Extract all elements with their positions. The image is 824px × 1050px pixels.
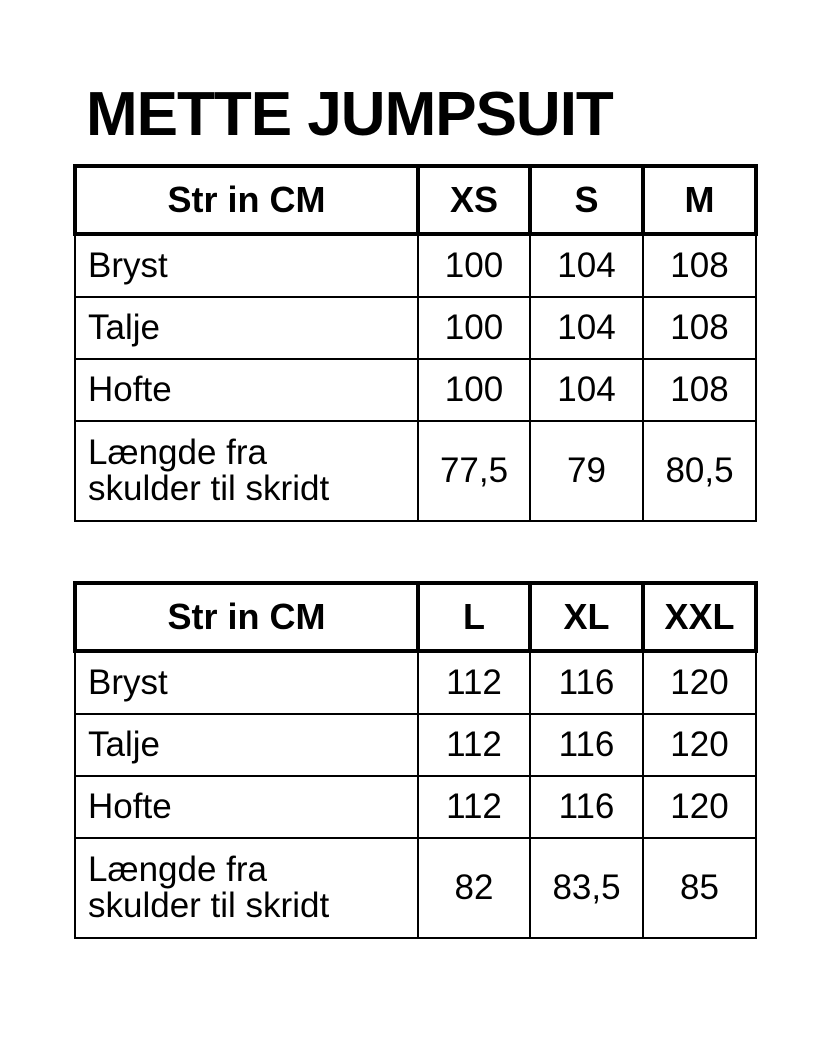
table-cell: 120 [643, 776, 756, 838]
header-cell-size: L [418, 583, 530, 651]
table-cell: 116 [530, 714, 643, 776]
table-row [75, 421, 756, 521]
row-label: Bryst [75, 651, 418, 714]
row-label-line: skulder til skridt [88, 469, 330, 508]
table-cell: 112 [418, 651, 530, 714]
table-cell: 112 [418, 714, 530, 776]
row-label: Hofte [75, 359, 418, 421]
table-row [75, 714, 756, 776]
table-row [75, 838, 756, 938]
page-title: METTE JUMPSUIT [86, 80, 613, 149]
size-table-1 [73, 164, 758, 522]
table-row [75, 776, 756, 838]
row-label: Talje [75, 714, 418, 776]
row-label-line: Længde fra [88, 850, 268, 889]
row-label: Bryst [75, 234, 418, 297]
row-label: Hofte [75, 776, 418, 838]
header-cell-size: XL [530, 583, 643, 651]
header-cell-size: S [530, 166, 643, 234]
table-row [75, 651, 756, 714]
table-cell: 83,5 [530, 838, 643, 938]
table-cell: 112 [418, 776, 530, 838]
table-cell: 79 [530, 421, 643, 521]
table-cell: 77,5 [418, 421, 530, 521]
table-cell: 108 [643, 297, 756, 359]
table-cell: 100 [418, 359, 530, 421]
header-cell-label: Str in CM [75, 166, 418, 234]
table-cell: 120 [643, 714, 756, 776]
table-cell: 116 [530, 776, 643, 838]
row-label [75, 421, 418, 521]
table-row [75, 297, 756, 359]
size-table-2 [73, 581, 758, 939]
row-label-line: Længde fra [88, 433, 268, 472]
row-label: Talje [75, 297, 418, 359]
row-label [75, 838, 418, 938]
table-cell: 104 [530, 297, 643, 359]
table-cell: 104 [530, 234, 643, 297]
table-cell: 108 [643, 234, 756, 297]
table-header-row [75, 166, 756, 234]
header-cell-size: XXL [643, 583, 756, 651]
table-row [75, 234, 756, 297]
header-cell-label: Str in CM [75, 583, 418, 651]
table-cell: 104 [530, 359, 643, 421]
table-cell: 120 [643, 651, 756, 714]
table-row [75, 359, 756, 421]
table-cell: 82 [418, 838, 530, 938]
table-cell: 116 [530, 651, 643, 714]
header-cell-size: M [643, 166, 756, 234]
header-cell-size: XS [418, 166, 530, 234]
table-header-row [75, 583, 756, 651]
table-cell: 80,5 [643, 421, 756, 521]
table-cell: 108 [643, 359, 756, 421]
row-label-line: skulder til skridt [88, 886, 330, 925]
table-cell: 100 [418, 234, 530, 297]
table-cell: 100 [418, 297, 530, 359]
table-cell: 85 [643, 838, 756, 938]
